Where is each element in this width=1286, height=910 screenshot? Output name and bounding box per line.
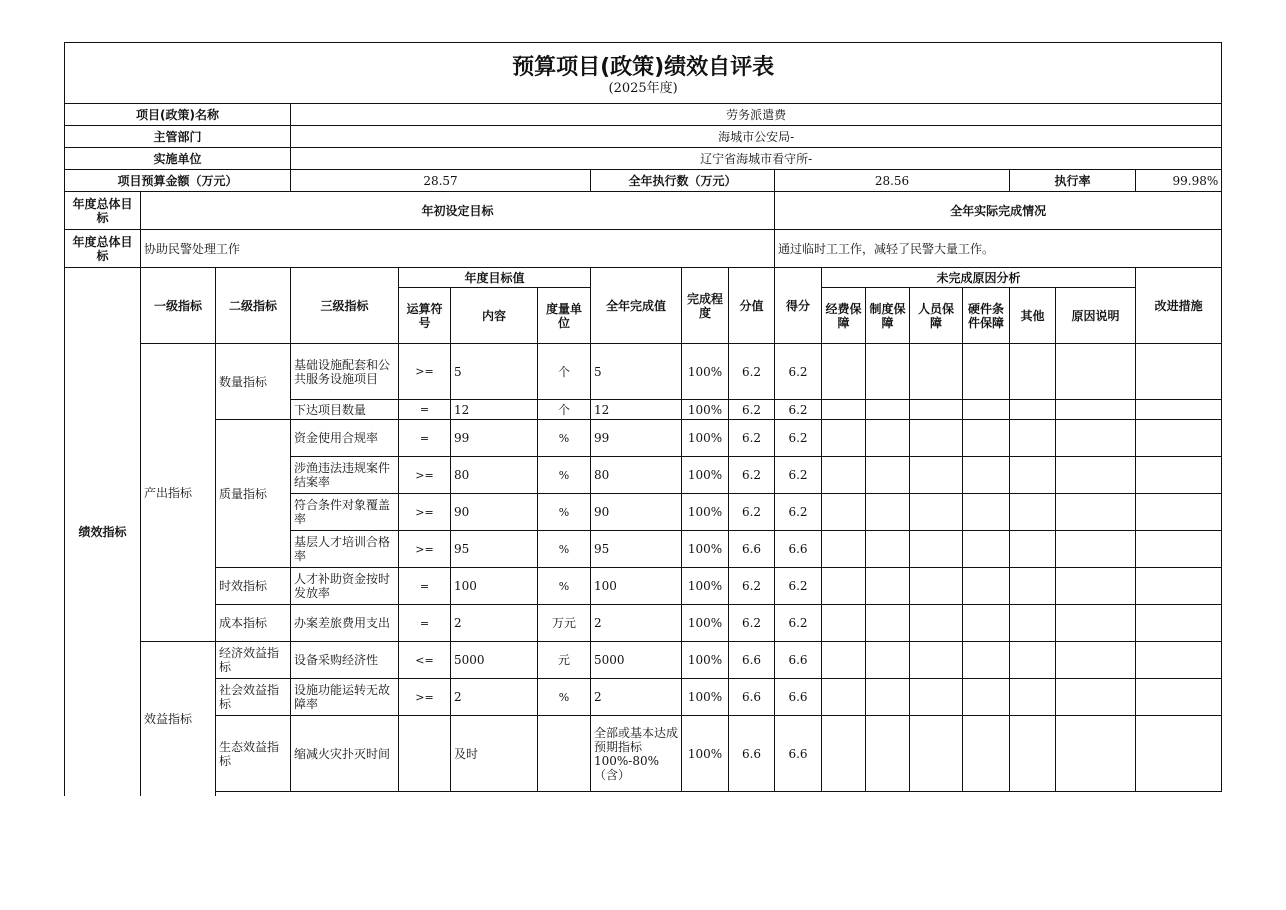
empty-cell (1010, 716, 1056, 792)
evaluation-table (64, 42, 1222, 796)
empty-cell (910, 344, 963, 400)
improve-header: 改进措施 (1136, 268, 1222, 344)
indicator-name: 涉渔违法违规案件结案率 (291, 457, 399, 494)
empty-cell (963, 344, 1010, 400)
empty-cell (910, 531, 963, 568)
empty-cell (1010, 400, 1056, 420)
indicator-degree: 100% (682, 568, 729, 605)
indicator-points: 6.2 (729, 457, 775, 494)
indicator-degree: 100% (682, 605, 729, 642)
empty-cell (1136, 568, 1222, 605)
empty-cell (866, 420, 910, 457)
indicator-op: >= (399, 531, 451, 568)
indicator-score: 6.2 (775, 494, 822, 531)
indicator-op: = (399, 420, 451, 457)
empty-cell (1136, 531, 1222, 568)
indicator-op: >= (399, 344, 451, 400)
empty-cell (1056, 642, 1136, 679)
indicator-op: = (399, 400, 451, 420)
indicator-unit: % (538, 420, 591, 457)
economic-indicator-group: 经济效益指标 (216, 642, 291, 679)
indicator-name: 资金使用合规率 (291, 420, 399, 457)
exec-label: 全年执行数（万元） (591, 170, 775, 192)
empty-cell (1056, 531, 1136, 568)
indicator-score: 6.6 (775, 716, 822, 792)
op-header: 运算符号 (399, 288, 451, 344)
empty-cell (1136, 400, 1222, 420)
empty-cell (1056, 420, 1136, 457)
actual-goal-header: 全年实际完成情况 (775, 192, 1222, 230)
indicator-name: 设备采购经济性 (291, 642, 399, 679)
perf-indicator-label: 绩效指标 (65, 268, 141, 797)
indicator-name: 下达项目数量 (291, 400, 399, 420)
indicator-points: 6.2 (729, 344, 775, 400)
empty-cell (866, 344, 910, 400)
indicator-degree: 100% (682, 679, 729, 716)
completion-header: 完成程度 (682, 268, 729, 344)
timeliness-indicator-group: 时效指标 (216, 568, 291, 605)
output-indicator-group: 产出指标 (141, 344, 216, 642)
indicator-degree: 100% (682, 400, 729, 420)
annual-goal-label-2: 年度总体目标 (65, 230, 141, 268)
indicator-name: 人才补助资金按时发放率 (291, 568, 399, 605)
empty-cell (1136, 420, 1222, 457)
empty-cell (963, 605, 1010, 642)
full-year-header: 全年完成值 (591, 268, 682, 344)
empty-cell (1136, 679, 1222, 716)
empty-cell (910, 679, 963, 716)
indicator-op: <= (399, 642, 451, 679)
empty-cell (866, 716, 910, 792)
indicator-content: 5000 (451, 642, 538, 679)
rate-value: 99.98% (1136, 170, 1222, 192)
empty-cell (910, 716, 963, 792)
indicator-op: >= (399, 457, 451, 494)
empty-cell (1056, 400, 1136, 420)
indicator-points: 6.6 (729, 716, 775, 792)
empty-cell (866, 568, 910, 605)
indicator-content: 2 (451, 679, 538, 716)
indicator-name: 缩减火灾扑灭时间 (291, 716, 399, 792)
indicator-points: 6.6 (729, 642, 775, 679)
empty-cell (1010, 642, 1056, 679)
indicator-op: >= (399, 679, 451, 716)
indicator-score: 6.2 (775, 568, 822, 605)
quality-indicator-group: 质量指标 (216, 420, 291, 568)
empty-cell (910, 605, 963, 642)
indicator-degree: 100% (682, 494, 729, 531)
content-header: 内容 (451, 288, 538, 344)
indicator-degree: 100% (682, 457, 729, 494)
title-block (65, 43, 1222, 104)
empty-cell (910, 642, 963, 679)
page-title: 预算项目(政策)绩效自评表 (512, 55, 775, 80)
indicator-op: >= (399, 494, 451, 531)
empty-cell (1136, 716, 1222, 792)
empty-cell (1056, 457, 1136, 494)
indicator-unit: % (538, 494, 591, 531)
indicator-degree: 100% (682, 716, 729, 792)
indicator-content: 100 (451, 568, 538, 605)
page-subtitle: (2025年度) (608, 81, 678, 96)
indicator-unit (538, 716, 591, 792)
score-value-header: 分值 (729, 268, 775, 344)
reason-other-header: 其他 (1010, 288, 1056, 344)
exec-value: 28.56 (775, 170, 1010, 192)
empty-cell (822, 568, 866, 605)
unit-label: 实施单位 (65, 148, 291, 170)
empty-cell (963, 494, 1010, 531)
empty-cell (822, 420, 866, 457)
empty-cell (1136, 605, 1222, 642)
empty-cell (822, 457, 866, 494)
indicator-points: 6.2 (729, 420, 775, 457)
budget-value: 28.57 (291, 170, 591, 192)
level2-header: 二级指标 (216, 268, 291, 344)
empty-cell (822, 605, 866, 642)
empty-cell (822, 494, 866, 531)
annual-goal-label: 年度总体目标 (65, 192, 141, 230)
empty-cell (1010, 457, 1056, 494)
indicator-name: 符合条件对象覆盖率 (291, 494, 399, 531)
indicator-unit: % (538, 568, 591, 605)
indicator-points: 6.2 (729, 400, 775, 420)
empty-cell (963, 420, 1010, 457)
reason-funds-header: 经费保障 (822, 288, 866, 344)
rate-label: 执行率 (1010, 170, 1136, 192)
indicator-unit: % (538, 457, 591, 494)
indicator-name: 办案差旅费用支出 (291, 605, 399, 642)
initial-goal-header: 年初设定目标 (141, 192, 775, 230)
empty-cell (1010, 568, 1056, 605)
indicator-value: 全部或基本达成预期指标100%-80%（含） (591, 716, 682, 792)
indicator-value: 2 (591, 605, 682, 642)
indicator-content: 99 (451, 420, 538, 457)
empty-cell (910, 568, 963, 605)
unit-header: 度量单位 (538, 288, 591, 344)
indicator-unit: 个 (538, 344, 591, 400)
empty-cell (1056, 716, 1136, 792)
empty-cell (1056, 679, 1136, 716)
empty-cell (910, 400, 963, 420)
empty-cell (1136, 457, 1222, 494)
indicator-unit: % (538, 679, 591, 716)
indicator-value: 2 (591, 679, 682, 716)
reason-system-header: 制度保障 (866, 288, 910, 344)
empty-cell (1056, 605, 1136, 642)
indicator-score: 6.2 (775, 344, 822, 400)
empty-cell (1010, 679, 1056, 716)
empty-cell (822, 716, 866, 792)
indicator-points: 6.6 (729, 679, 775, 716)
indicator-degree: 100% (682, 642, 729, 679)
reason-staff-header: 人员保障 (910, 288, 963, 344)
empty-cell (866, 531, 910, 568)
budget-label: 项目预算金额（万元） (65, 170, 291, 192)
reason-explain-header: 原因说明 (1056, 288, 1136, 344)
indicator-value: 95 (591, 531, 682, 568)
indicator-unit: 元 (538, 642, 591, 679)
empty-cell (822, 400, 866, 420)
reason-hardware-header: 硬件条件保障 (963, 288, 1010, 344)
empty-cell (866, 642, 910, 679)
indicator-op: = (399, 605, 451, 642)
actual-goal-text: 通过临时工工作，减轻了民警大量工作。 (775, 230, 1222, 268)
empty-cell (963, 531, 1010, 568)
indicator-unit: 个 (538, 400, 591, 420)
indicator-value: 12 (591, 400, 682, 420)
indicator-content: 5 (451, 344, 538, 400)
indicator-name: 基层人才培训合格率 (291, 531, 399, 568)
indicator-points: 6.2 (729, 494, 775, 531)
empty-cell (1010, 344, 1056, 400)
empty-cell (1056, 344, 1136, 400)
dept-value: 海城市公安局- (291, 126, 1222, 148)
empty-cell (1136, 494, 1222, 531)
empty-cell (1010, 531, 1056, 568)
quantity-indicator-group: 数量指标 (216, 344, 291, 420)
empty-cell (963, 679, 1010, 716)
indicator-value: 100 (591, 568, 682, 605)
empty-cell (866, 679, 910, 716)
empty-cell (963, 568, 1010, 605)
reason-analysis-header: 未完成原因分析 (822, 268, 1136, 288)
indicator-degree: 100% (682, 344, 729, 400)
indicator-degree: 100% (682, 531, 729, 568)
indicator-points: 6.6 (729, 531, 775, 568)
indicator-content: 90 (451, 494, 538, 531)
self-evaluation-sheet (64, 42, 1221, 796)
indicator-value: 90 (591, 494, 682, 531)
empty-cell (1136, 344, 1222, 400)
indicator-op: = (399, 568, 451, 605)
dept-label: 主管部门 (65, 126, 291, 148)
empty-cell (963, 716, 1010, 792)
empty-cell (1010, 420, 1056, 457)
empty-cell (963, 457, 1010, 494)
social-indicator-group: 社会效益指标 (216, 679, 291, 716)
empty-cell (963, 400, 1010, 420)
indicator-score: 6.2 (775, 400, 822, 420)
empty-cell (822, 344, 866, 400)
empty-cell (1056, 568, 1136, 605)
indicator-score: 6.2 (775, 420, 822, 457)
empty-cell (866, 605, 910, 642)
indicator-unit: % (538, 531, 591, 568)
indicator-name: 基础设施配套和公共服务设施项目 (291, 344, 399, 400)
indicator-score: 6.6 (775, 642, 822, 679)
indicator-value: 5 (591, 344, 682, 400)
empty-cell (866, 494, 910, 531)
indicator-points: 6.2 (729, 605, 775, 642)
indicator-content: 80 (451, 457, 538, 494)
indicator-value: 80 (591, 457, 682, 494)
empty-cell (866, 457, 910, 494)
indicator-content: 2 (451, 605, 538, 642)
indicator-degree: 100% (682, 420, 729, 457)
indicator-value: 99 (591, 420, 682, 457)
indicator-op (399, 716, 451, 792)
ecological-indicator-group: 生态效益指标 (216, 716, 291, 792)
empty-cell (910, 494, 963, 531)
empty-cell (1010, 494, 1056, 531)
indicator-points: 6.2 (729, 568, 775, 605)
indicator-score: 6.2 (775, 605, 822, 642)
indicator-value: 5000 (591, 642, 682, 679)
indicator-score: 6.2 (775, 457, 822, 494)
indicator-content: 95 (451, 531, 538, 568)
empty-cell (822, 679, 866, 716)
benefit-indicator-group: 效益指标 (141, 642, 216, 797)
indicator-name: 设施功能运转无故障率 (291, 679, 399, 716)
table-cutoff (216, 792, 1222, 797)
indicator-unit: 万元 (538, 605, 591, 642)
indicator-score: 6.6 (775, 679, 822, 716)
empty-cell (963, 642, 1010, 679)
project-name-value: 劳务派遣费 (291, 104, 1222, 126)
empty-cell (866, 400, 910, 420)
empty-cell (1056, 494, 1136, 531)
project-name-label: 项目(政策)名称 (65, 104, 291, 126)
empty-cell (910, 420, 963, 457)
initial-goal-text: 协助民警处理工作 (141, 230, 775, 268)
score-header: 得分 (775, 268, 822, 344)
level1-header: 一级指标 (141, 268, 216, 344)
indicator-content: 12 (451, 400, 538, 420)
cost-indicator-group: 成本指标 (216, 605, 291, 642)
empty-cell (822, 531, 866, 568)
unit-value: 辽宁省海城市看守所- (291, 148, 1222, 170)
indicator-score: 6.6 (775, 531, 822, 568)
empty-cell (822, 642, 866, 679)
empty-cell (910, 457, 963, 494)
annual-target-header: 年度目标值 (399, 268, 591, 288)
level3-header: 三级指标 (291, 268, 399, 344)
indicator-content: 及时 (451, 716, 538, 792)
empty-cell (1010, 605, 1056, 642)
empty-cell (1136, 642, 1222, 679)
